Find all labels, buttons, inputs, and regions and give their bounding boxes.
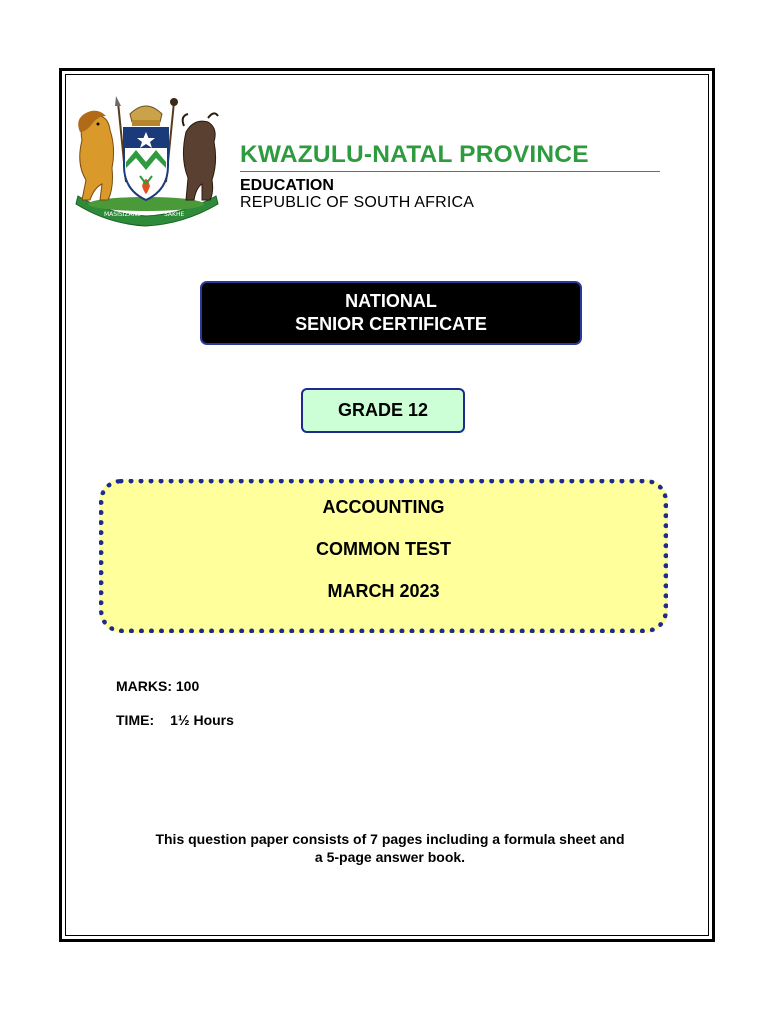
marks-label: MARKS: 100 <box>116 678 200 694</box>
paper-info-note <box>110 830 670 866</box>
certificate-banner <box>200 281 582 345</box>
note-line-1: This question paper consists of 7 pages including a formula sheet and <box>155 831 625 847</box>
time-value: 1½ Hours <box>170 712 234 728</box>
grade-badge: GRADE 12 <box>301 388 465 433</box>
province-title: KWAZULU-NATAL PROVINCE <box>240 141 589 168</box>
time-label: TIME: <box>116 712 155 728</box>
country-label: REPUBLIC OF SOUTH AFRICA <box>240 194 475 211</box>
department-label: EDUCATION <box>240 177 334 194</box>
crest-motto-right: SAKHE <box>164 211 185 218</box>
crest-motto-left: MASISIZANE <box>104 211 141 218</box>
certificate-line-2: SENIOR CERTIFICATE <box>295 314 487 334</box>
test-type: COMMON TEST <box>316 539 451 559</box>
time-row <box>116 712 234 728</box>
kzn-coat-of-arms-icon <box>68 92 224 228</box>
subject-name: ACCOUNTING <box>322 497 445 517</box>
subject-box <box>99 479 668 633</box>
note-line-2: a 5-page answer book. <box>314 849 466 865</box>
header-divider <box>240 171 660 172</box>
test-date: MARCH 2023 <box>327 581 440 601</box>
certificate-line-1: NATIONAL <box>345 291 437 311</box>
